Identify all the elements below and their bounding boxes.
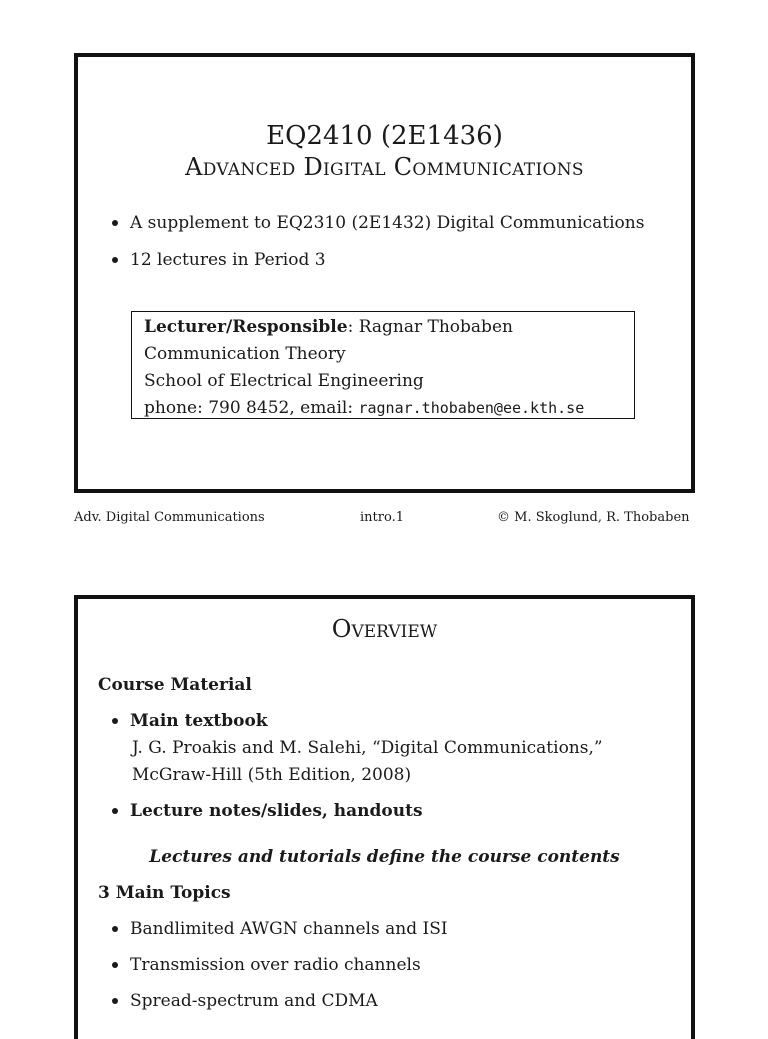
bullet-dot-icon bbox=[112, 998, 118, 1004]
phone-text: phone: 790 8452, email: bbox=[144, 398, 359, 418]
topic-item bbox=[112, 919, 448, 939]
topic-item bbox=[112, 991, 378, 1011]
topic-text: Spread-spectrum and CDMA bbox=[130, 991, 378, 1011]
bullet-text: 12 lectures in Period 3 bbox=[130, 250, 326, 270]
bullet-dot-icon bbox=[112, 257, 118, 263]
course-material-heading: Course Material bbox=[98, 675, 252, 695]
department-line: Communication Theory bbox=[144, 344, 346, 364]
topic-text: Bandlimited AWGN channels and ISI bbox=[130, 919, 448, 939]
lecturer-name: : Ragnar Thobaben bbox=[347, 317, 513, 337]
contact-line bbox=[144, 395, 634, 422]
bullet-item bbox=[112, 801, 423, 821]
main-topics-heading: 3 Main Topics bbox=[98, 883, 231, 903]
bullet-dot-icon bbox=[112, 962, 118, 968]
bullet-item bbox=[112, 250, 326, 270]
overview-title: Overview bbox=[331, 615, 438, 643]
topic-text: Transmission over radio channels bbox=[130, 955, 421, 975]
lecturer-contact-box bbox=[131, 311, 635, 419]
course-code-title: EQ2410 (2E1436) bbox=[266, 121, 503, 151]
course-contents-note: Lectures and tutorials define the course contents bbox=[149, 847, 620, 867]
footer-page-label: intro.1 bbox=[360, 510, 404, 525]
bullet-text: A supplement to EQ2310 (2E1432) Digital Communications bbox=[130, 213, 645, 233]
slide-overview bbox=[74, 595, 695, 1039]
slide-intro bbox=[74, 53, 695, 493]
topic-item bbox=[112, 955, 421, 975]
bullet-dot-icon bbox=[112, 718, 118, 724]
textbook-citation-line: J. G. Proakis and M. Salehi, “Digital Communications,” bbox=[132, 738, 603, 758]
school-line: School of Electrical Engineering bbox=[144, 371, 424, 391]
lecturer-role-label: Lecturer/Responsible bbox=[144, 317, 348, 337]
bullet-dot-icon bbox=[112, 926, 118, 932]
footer-left: Adv. Digital Communications bbox=[74, 510, 265, 525]
textbook-publisher-line: McGraw-Hill (5th Edition, 2008) bbox=[132, 765, 412, 785]
main-textbook-label: Main textbook bbox=[130, 711, 268, 731]
email-address: ragnar.thobaben@ee.kth.se bbox=[358, 399, 585, 417]
bullet-dot-icon bbox=[112, 808, 118, 814]
footer-copyright: © M. Skoglund, R. Thobaben bbox=[497, 510, 690, 525]
lecturer-line bbox=[144, 314, 634, 341]
bullet-item bbox=[112, 213, 644, 233]
lecture-notes-label: Lecture notes/slides, handouts bbox=[130, 801, 423, 821]
bullet-item bbox=[112, 711, 268, 731]
bullet-dot-icon bbox=[112, 220, 118, 226]
course-name-title: Advanced Digital Communications bbox=[185, 153, 584, 181]
